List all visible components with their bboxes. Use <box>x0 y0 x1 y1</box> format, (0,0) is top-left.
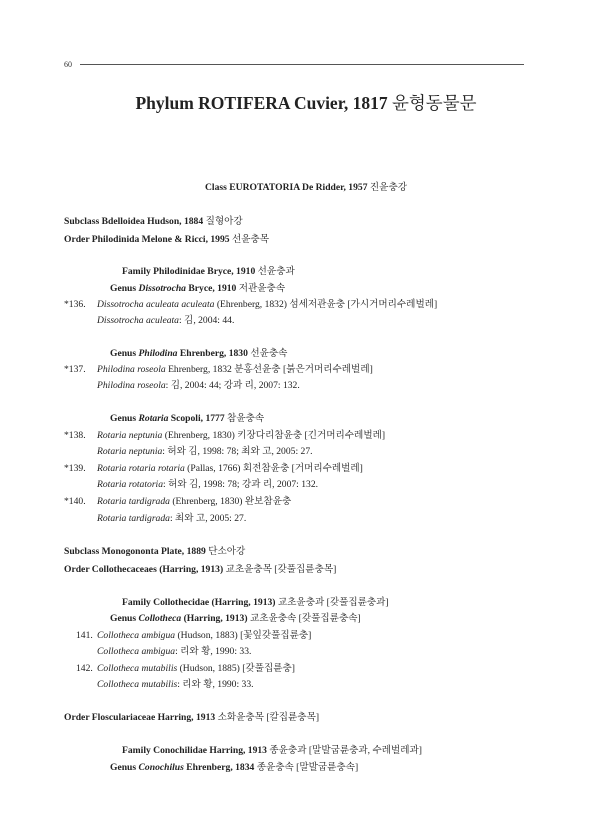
order-heading <box>64 564 336 576</box>
species-reference <box>97 646 251 658</box>
species-korean: 완보참윤충 <box>242 496 292 507</box>
genus-name: Dissotrocha <box>138 283 186 294</box>
genus-korean: 저관윤충속 <box>238 283 286 294</box>
entry-number: *139. <box>64 463 86 474</box>
page-title <box>0 90 612 115</box>
genus-heading <box>110 348 287 360</box>
order-label: Order Flosculariaceae Harring, 1913 <box>64 712 216 723</box>
species-name: Rotaria neptunia <box>97 430 163 441</box>
species-name: Collotheca mutabilis <box>97 663 178 674</box>
species-name: Rotaria rotaria rotaria <box>97 463 185 474</box>
species-name: Rotaria tardigrada <box>97 496 170 507</box>
reference-name: Rotaria tardigrada <box>97 513 170 524</box>
genus-heading <box>110 762 358 774</box>
family-korean: 교초윤충과 [갖풀집륜충과] <box>277 597 389 608</box>
family-label: Family Collothecidae (Harring, 1913) <box>122 597 276 608</box>
genus-prefix: Genus <box>110 348 139 359</box>
order-heading <box>64 712 319 724</box>
species-reference <box>97 513 246 525</box>
species-korean: 섬세저관윤충 [가시거머리수레벌레] <box>286 299 438 310</box>
genus-author: Ehrenberg, 1834 <box>183 762 255 773</box>
genus-korean: 종윤충속 [말발굽륜충속] <box>256 762 359 773</box>
species-entry <box>97 630 311 642</box>
genus-heading <box>110 283 285 295</box>
genus-author: (Harring, 1913) <box>181 613 248 624</box>
order-korean: 소화윤충목 [칼집륜충목] <box>217 712 320 723</box>
species-author: (Pallas, 1766) <box>184 463 241 474</box>
reference-text: : 최와 고, 2005: 27. <box>169 513 247 524</box>
reference-text: : 허와 김, 1998: 78; 최와 고, 2005: 27. <box>162 446 313 457</box>
genus-name: Philodina <box>138 348 178 359</box>
genus-author: Bryce, 1910 <box>185 283 237 294</box>
species-entry <box>97 364 373 376</box>
genus-korean: 교초윤충속 [갖풀집륜충속] <box>249 613 361 624</box>
genus-name: Conochilus <box>138 762 184 773</box>
genus-korean: 참윤충속 <box>227 413 265 424</box>
reference-text: : 리와 황, 1990: 33. <box>177 679 254 690</box>
genus-prefix: Genus <box>110 762 139 773</box>
reference-name: Rotaria rotatoria <box>97 479 164 490</box>
species-author: Ehrenberg, 1832 <box>165 364 232 375</box>
species-entry <box>97 496 291 508</box>
reference-name: Philodina roseola <box>97 380 166 391</box>
genus-prefix: Genus <box>110 413 139 424</box>
species-korean: [갖풀집륜충] <box>239 663 295 674</box>
species-name: Dissotrocha aculeata aculeata <box>97 299 215 310</box>
species-author: (Hudson, 1885) <box>177 663 240 674</box>
entry-number: 141. <box>76 630 93 641</box>
family-label: Family Conochilidae Harring, 1913 <box>122 745 267 756</box>
reference-name: Collotheca mutabilis <box>97 679 178 690</box>
family-heading <box>122 597 389 609</box>
class-korean: 진윤충강 <box>369 182 407 193</box>
order-korean: 선윤충목 <box>231 234 270 245</box>
entry-number: *136. <box>64 299 86 310</box>
entry-number: 142. <box>76 663 93 674</box>
genus-prefix: Genus <box>110 613 139 624</box>
order-label: Order Philodinida Melone & Ricci, 1995 <box>64 234 230 245</box>
family-label: Family Philodinidae Bryce, 1910 <box>122 266 256 277</box>
family-heading <box>122 266 295 278</box>
entry-number: *137. <box>64 364 86 375</box>
reference-name: Dissotrocha aculeata <box>97 315 179 326</box>
subclass-heading <box>64 216 243 228</box>
entry-number: *140. <box>64 496 86 507</box>
page-number: 60 <box>64 60 72 69</box>
species-korean: [꽃잎갖풀집륜충] <box>237 630 312 641</box>
species-entry <box>97 430 385 442</box>
species-reference <box>97 479 318 491</box>
species-reference <box>97 679 254 691</box>
species-entry <box>97 463 363 475</box>
genus-author: Scopoli, 1777 <box>168 413 225 424</box>
species-reference <box>97 380 300 392</box>
class-label: Class EUROTATORIA De Ridder, 1957 <box>205 182 368 193</box>
family-heading <box>122 745 422 757</box>
genus-name: Collotheca <box>138 613 182 624</box>
species-entry <box>97 299 437 311</box>
reference-text: : 김, 2004: 44; 강과 리, 2007: 132. <box>165 380 300 391</box>
species-author: (Ehrenberg, 1830) <box>169 496 243 507</box>
genus-korean: 선윤충속 <box>250 348 288 359</box>
subclass-korean: 단소아강 <box>208 546 246 557</box>
species-reference <box>97 315 234 327</box>
title-korean: 윤형동물문 <box>392 93 477 113</box>
title-latin: Phylum ROTIFERA Cuvier, 1817 <box>135 93 388 113</box>
species-entry <box>97 663 295 675</box>
reference-name: Collotheca ambigua <box>97 646 176 657</box>
genus-name: Rotaria <box>138 413 169 424</box>
genus-prefix: Genus <box>110 283 139 294</box>
species-author: (Ehrenberg, 1830) <box>162 430 235 441</box>
genus-heading <box>110 613 361 625</box>
species-author: (Ehrenberg, 1832) <box>214 299 287 310</box>
species-author: (Hudson, 1883) <box>175 630 238 641</box>
subclass-label: Subclass Monogononta Plate, 1889 <box>64 546 206 557</box>
species-korean: 분홍선윤충 [붉은거머리수레벌레] <box>231 364 373 375</box>
entry-number: *138. <box>64 430 86 441</box>
order-label: Order Collothecaceaes (Harring, 1913) <box>64 564 224 575</box>
species-korean: 회전참윤충 [거머리수레벌레] <box>240 463 363 474</box>
subclass-heading <box>64 546 245 558</box>
reference-name: Rotaria neptunia <box>97 446 163 457</box>
reference-text: : 김, 2004: 44. <box>178 315 235 326</box>
species-name: Philodina roseola <box>97 364 166 375</box>
genus-author: Ehrenberg, 1830 <box>177 348 248 359</box>
subclass-korean: 질형아강 <box>205 216 243 227</box>
family-korean: 선윤충과 <box>257 266 295 277</box>
genus-heading <box>110 413 264 425</box>
subclass-label: Subclass Bdelloidea Hudson, 1884 <box>64 216 204 227</box>
species-name: Collotheca ambigua <box>97 630 176 641</box>
reference-text: : 허와 김, 1998: 78; 강과 리, 2007: 132. <box>163 479 319 490</box>
header-rule <box>80 64 524 65</box>
order-heading <box>64 234 269 246</box>
species-reference <box>97 446 313 458</box>
species-korean: 키장다리참윤충 [긴거머리수레벌레] <box>234 430 386 441</box>
order-korean: 교초윤충목 [갖풀집륜충목] <box>225 564 337 575</box>
family-korean: 종윤충과 [말발굽륜충과, 수레벌레과] <box>269 745 422 756</box>
reference-text: : 리와 황, 1990: 33. <box>175 646 252 657</box>
class-heading <box>0 182 612 194</box>
